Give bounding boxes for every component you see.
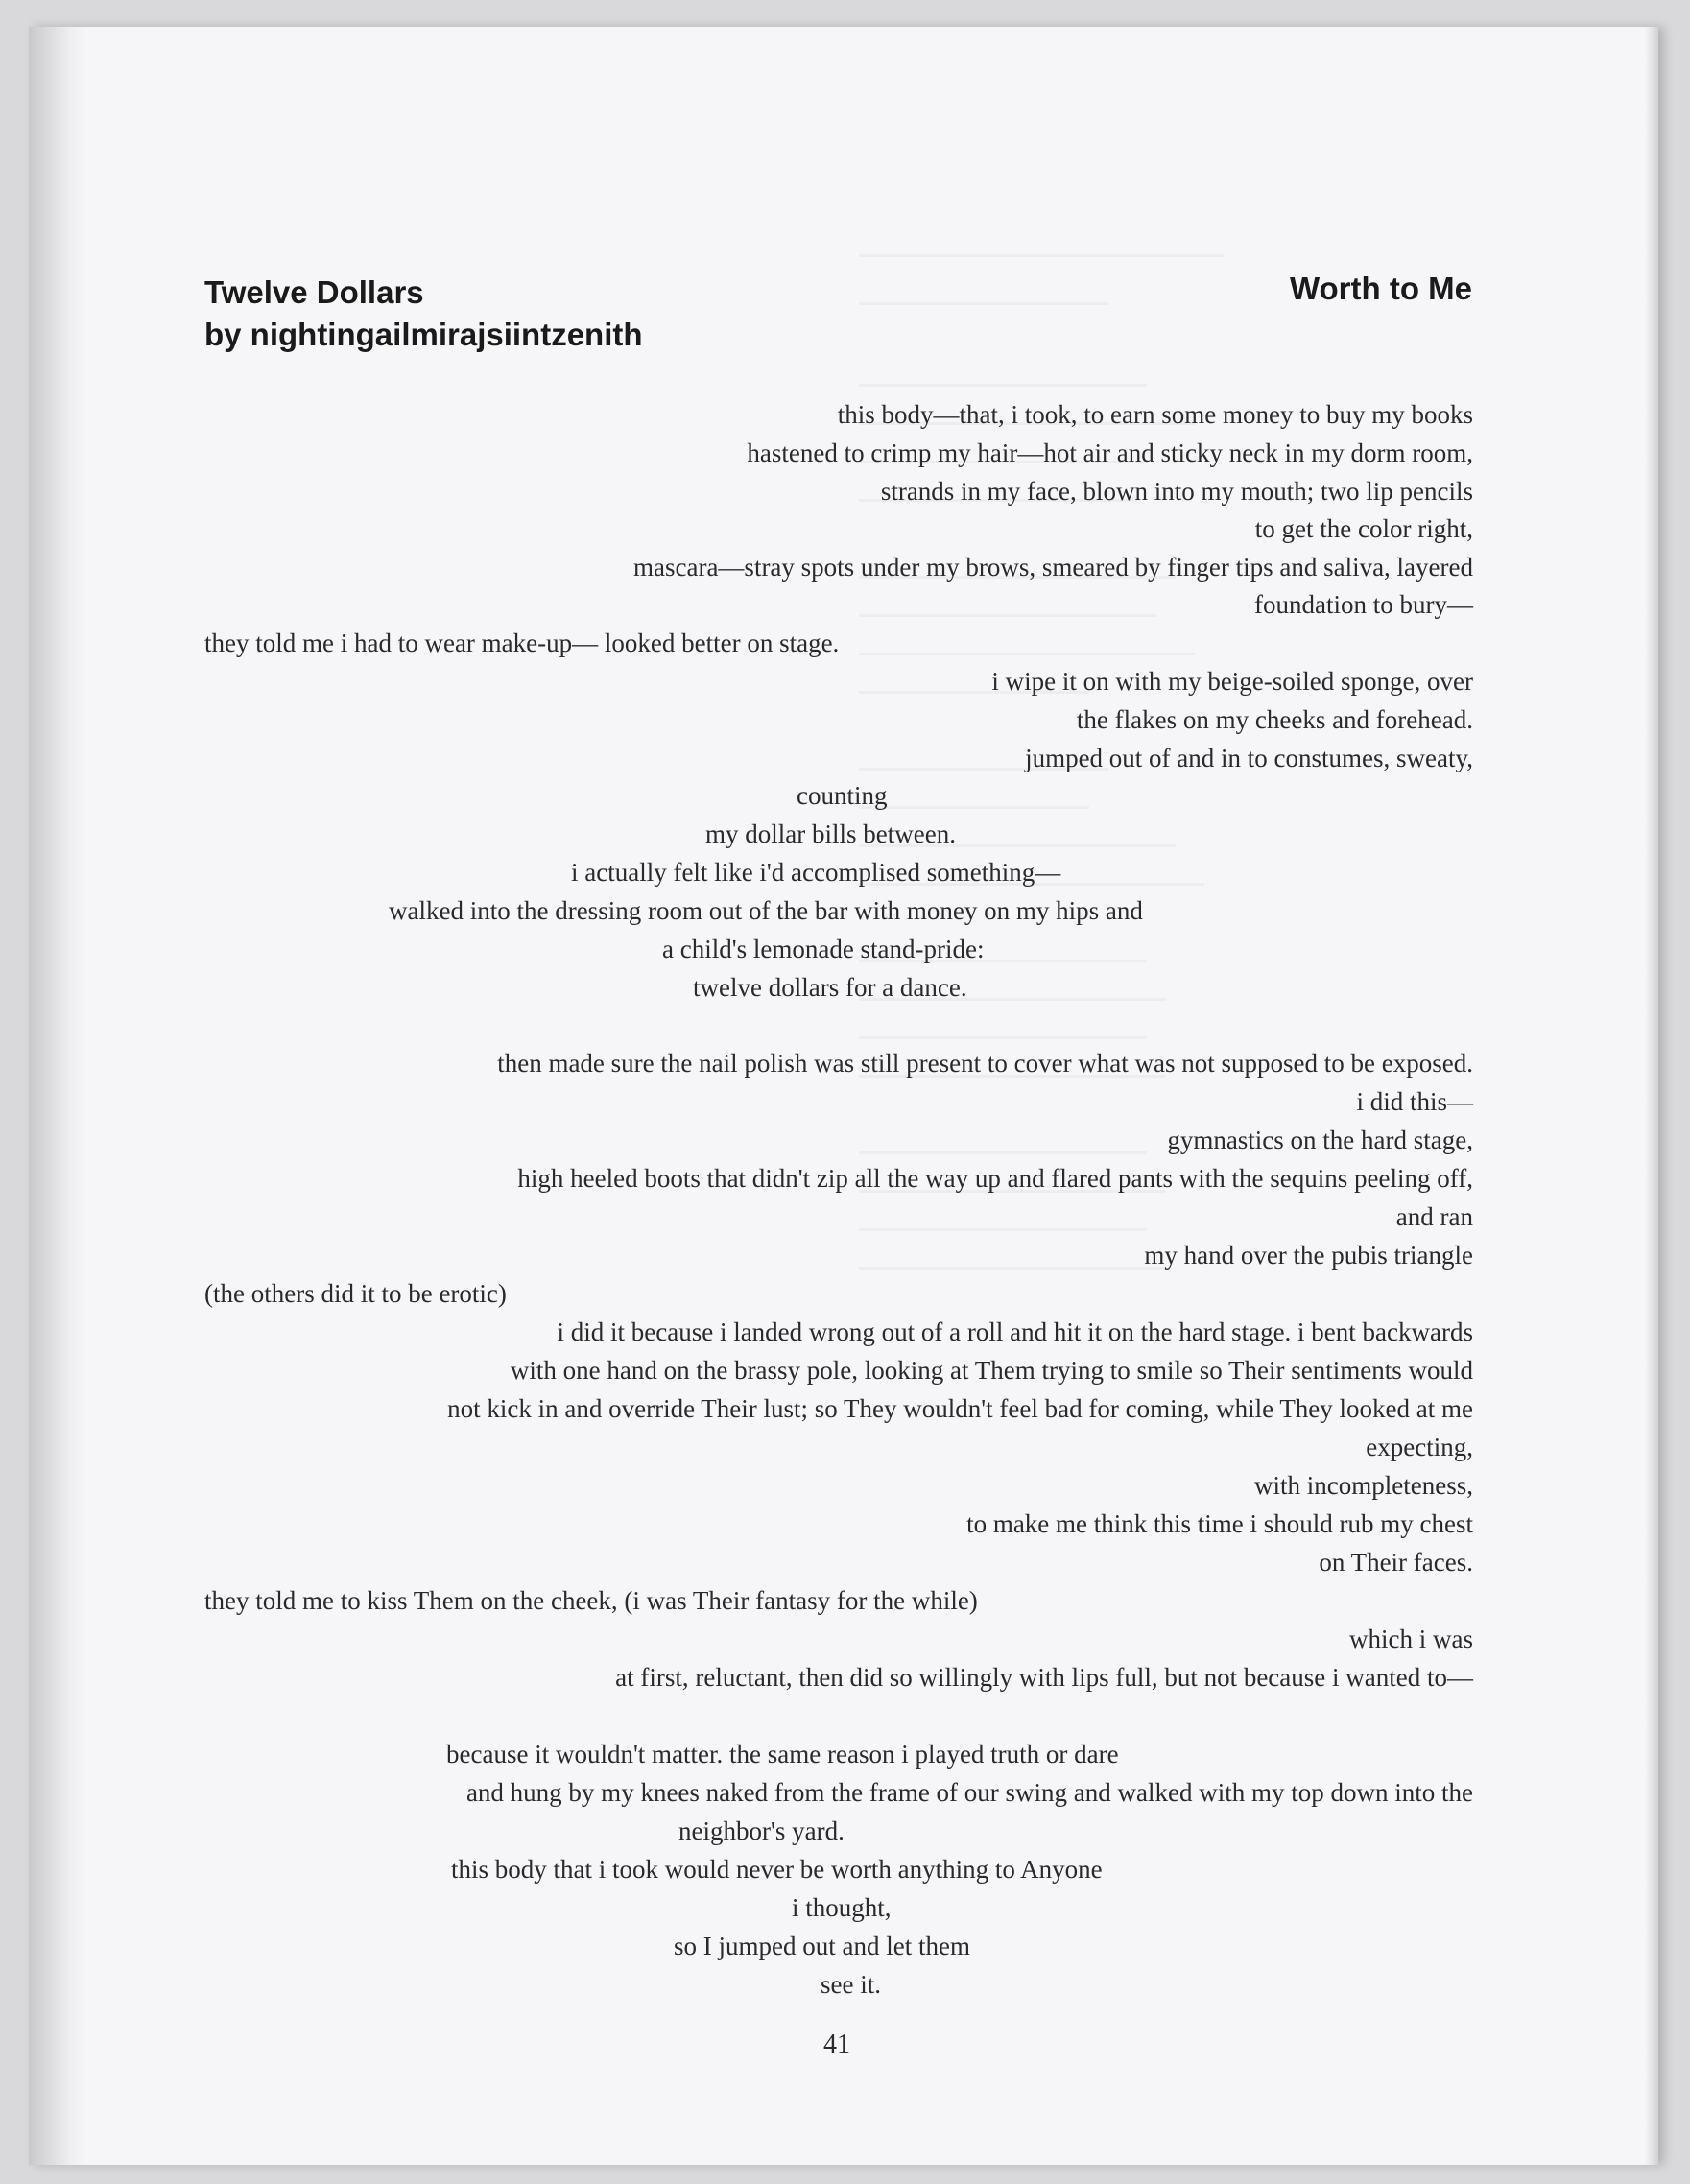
poem-line: hastened to crimp my hair—hot air and sticky neck in my dorm room,	[747, 439, 1473, 467]
poem-line: my dollar bills between.	[705, 819, 956, 848]
poem-line: this body that i took would never be worth anything to Anyone	[451, 1855, 1103, 1884]
poem-line: then made sure the nail polish was still present to cover what was not supposed to be exposed.	[497, 1049, 1473, 1078]
poem-line: counting	[797, 781, 888, 810]
poem-line: to make me think this time i should rub my chest	[966, 1509, 1473, 1538]
poem-line: so I jumped out and let them	[674, 1932, 970, 1960]
poem-line: and ran	[1395, 1202, 1473, 1231]
page-number: 41	[823, 2030, 850, 2059]
poem-line: twelve dollars for a dance.	[693, 973, 967, 1002]
poem-line: they told me to kiss Them on the cheek, (i was Their fantasy for the while)	[204, 1586, 978, 1615]
poem-line: with incompleteness,	[1254, 1471, 1473, 1500]
poem-line: high heeled boots that didn't zip all the way up and flared pants with the sequins peeling off,	[517, 1164, 1473, 1193]
poem-line: i did it because i landed wrong out of a roll and hit it on the hard stage. i bent backwards	[557, 1318, 1473, 1346]
poem-line: a child's lemonade stand-pride:	[662, 935, 985, 963]
poem-line: with one hand on the brassy pole, looking at Them trying to smile so Their sentiments would	[510, 1356, 1473, 1385]
poem-line: i wipe it on with my beige-soiled sponge, over	[991, 667, 1473, 696]
poem-line: gymnastics on the hard stage,	[1167, 1126, 1473, 1154]
poem-line: mascara—stray spots under my brows, smeared by finger tips and saliva, layered	[633, 553, 1473, 582]
poem-line: which i was	[1349, 1625, 1473, 1653]
poem-line: i actually felt like i'd accomplised something—	[571, 858, 1061, 887]
poem-line: my hand over the pubis triangle	[1144, 1241, 1473, 1270]
poem-line: to get the color right,	[1254, 514, 1473, 543]
poem-line: not kick in and override Their lust; so They wouldn't feel bad for coming, while They looked at me	[447, 1394, 1473, 1423]
poem-line: i did this—	[1356, 1087, 1473, 1116]
poem-title: Twelve Dollars	[204, 274, 424, 310]
poem-line: jumped out of and in to constumes, sweaty,	[1025, 744, 1473, 772]
poem-line: and hung by my knees naked from the frame of our swing and walked with my top down into the	[465, 1778, 1473, 1807]
poem-line: see it.	[821, 1970, 881, 1999]
poem-line: i thought,	[792, 1893, 892, 1922]
poem-line: strands in my face, blown into my mouth; two lip pencils	[880, 477, 1473, 506]
poem-line: they told me i had to wear make-up— looked better on stage.	[204, 629, 840, 657]
poem-line: on Their faces.	[1319, 1548, 1473, 1577]
poem-line: foundation to bury—	[1254, 590, 1473, 619]
poem-line: at first, reluctant, then did so willingly with lips full, but not because i wanted to—	[615, 1663, 1473, 1692]
poem-line: because it wouldn't matter. the same reason i played truth or dare	[446, 1740, 1119, 1769]
poem-title-continuation: Worth to Me	[1289, 271, 1472, 306]
poem-line: expecting,	[1366, 1433, 1473, 1461]
poem-line: the flakes on my cheeks and forehead.	[1076, 705, 1473, 734]
poem-byline: by nightingailmirajsiintzenith	[204, 317, 643, 352]
poem-line: (the others did it to be erotic)	[204, 1279, 507, 1308]
poem-line: neighbor's yard.	[678, 1816, 845, 1845]
poem-line: this body—that, i took, to earn some money to buy my books	[837, 400, 1473, 429]
poem-line: walked into the dressing room out of the bar with money on my hips and	[389, 896, 1143, 925]
